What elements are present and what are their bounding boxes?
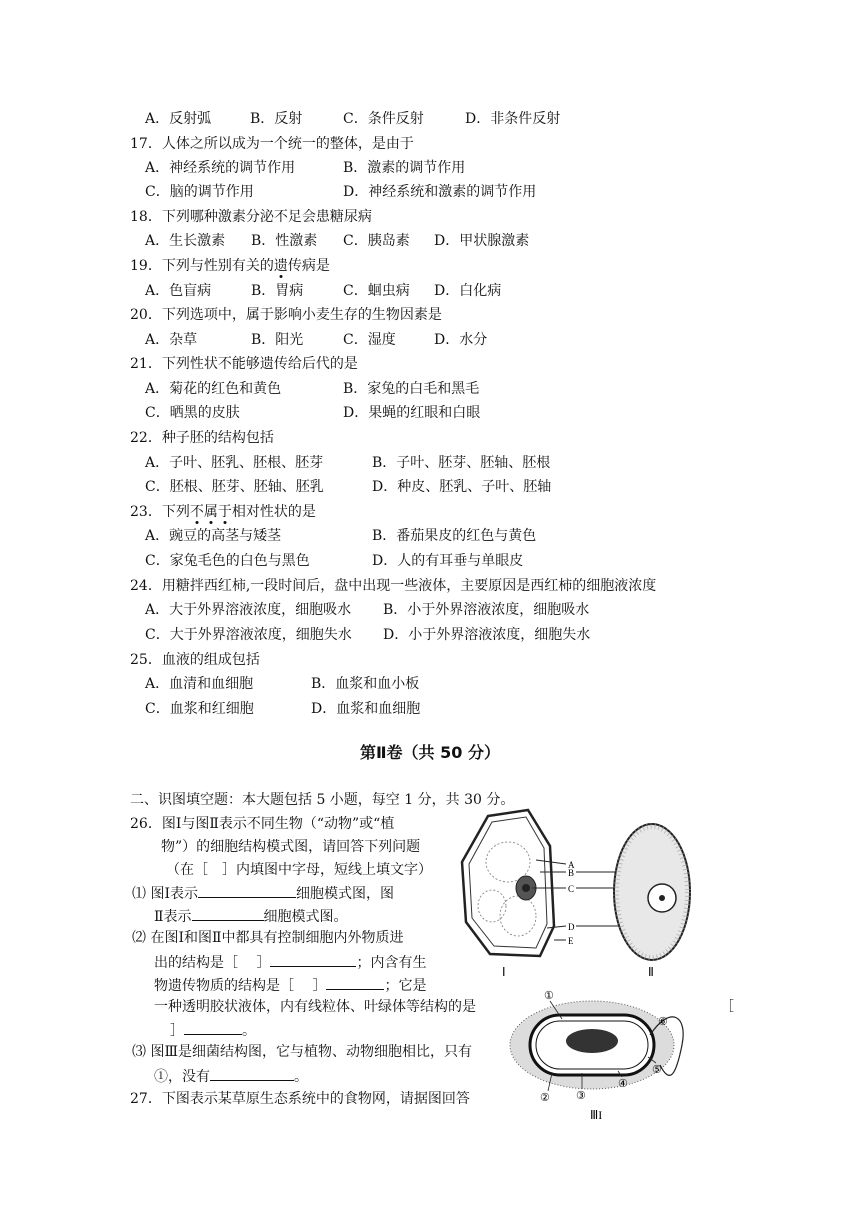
section-2-title: 第Ⅱ卷（共 50 分） <box>360 743 500 762</box>
q16-option-b: B．反射 <box>250 111 303 127</box>
q25-stem: 25．血液的组成包括 <box>130 652 260 668</box>
q26-part2-line3: 物遗传物质的结构是［ ］ ；它是 <box>154 975 426 995</box>
q22-option-c: C．胚根、胚芽、胚轴、胚乳 <box>145 479 324 495</box>
q21-option-a: A．菊花的红色和黄色 <box>145 381 282 397</box>
q26-part2-line4: 一种透明胶状液体，内有线粒体、叶绿体等结构的是 <box>154 999 476 1015</box>
bacteria-diagram <box>500 985 700 1125</box>
answer-blank-bacteria[interactable] <box>210 1066 294 1081</box>
answer-blank-membrane[interactable] <box>270 952 356 967</box>
q23-option-a: A．豌豆的高茎与矮茎 <box>145 528 282 544</box>
q26-part2-line2: 出的结构是［ ］ ；内含有生 <box>154 952 426 972</box>
q18-option-a: A．生长激素 <box>145 233 226 249</box>
q18-option-b: B．性激素 <box>251 233 318 249</box>
q24-stem: 24．用糖拌西红柿,一段时间后，盘中出现一些液体，主要原因是西红柿的细胞液浓度 <box>130 578 657 594</box>
q22-option-b: B．子叶、胚芽、胚轴、胚根 <box>372 455 551 471</box>
q26-part1-line2: Ⅱ表示 细胞模式图。 <box>154 906 348 926</box>
q22-option-a: A．子叶、胚乳、胚根、胚芽 <box>145 455 324 471</box>
q26-part3-line1: ⑶ 图Ⅲ是细菌结构图，它与植物、动物细胞相比，只有 <box>132 1044 472 1060</box>
figure-3-caption: ⅢI <box>590 1108 603 1122</box>
q17-stem: 17．人体之所以成为一个统一的整体，是由于 <box>130 136 414 152</box>
q18-option-d: D．甲状腺激素 <box>434 233 530 249</box>
q19-option-d: D．白化病 <box>434 283 502 299</box>
bacteria-label-5: ⑤ <box>652 1064 662 1076</box>
q26-stem-line1: 26．图Ⅰ与图Ⅱ表示不同生物（“动物”或“植 <box>130 816 395 832</box>
bacteria-label-3: ③ <box>576 1090 586 1102</box>
q20-option-b: B．阳光 <box>251 332 304 348</box>
q23-option-b: B．番茄果皮的红色与黄色 <box>372 528 537 544</box>
q26-part1-line1: ⑴ 图Ⅰ表示 细胞模式图，图 <box>132 883 394 903</box>
q19-option-b: B．胃病 <box>251 283 304 299</box>
q23-option-c: C．家兔毛色的白色与黑色 <box>145 553 310 569</box>
answer-blank-fig2[interactable] <box>192 906 264 921</box>
q26-part2-line5: ］ 。 <box>170 1020 256 1040</box>
q26-part3-line2: ①，没有 。 <box>154 1066 308 1086</box>
q26-part2-bracket-open: ［ <box>720 999 734 1015</box>
q24-option-c: C．大于外界溶液浓度，细胞失水 <box>145 627 352 643</box>
bacteria-label-4: ④ <box>618 1078 628 1090</box>
label-c: C <box>568 884 575 894</box>
q20-option-c: C．湿度 <box>343 332 396 348</box>
answer-blank-fig1[interactable] <box>198 883 296 898</box>
q22-option-d: D．种皮、胚乳、子叶、胚轴 <box>372 479 552 495</box>
q25-option-c: C．血浆和红细胞 <box>145 701 254 717</box>
q26-part2-line1: ⑵ 在图Ⅰ和图Ⅱ中都具有控制细胞内外物质进 <box>132 930 404 946</box>
label-a: A <box>568 860 575 870</box>
bacteria-label-6: ⑥ <box>658 1016 668 1028</box>
answer-blank-nucleus[interactable] <box>326 975 384 990</box>
cell-diagrams <box>452 806 692 986</box>
label-d: D <box>568 922 575 932</box>
figure-1-caption: Ⅰ <box>502 965 506 979</box>
q24-option-b: B．小于外界溶液浓度，细胞吸水 <box>383 602 590 618</box>
q25-option-b: B．血浆和血小板 <box>311 676 420 692</box>
q20-stem: 20．下列选项中，属于影响小麦生存的生物因素是 <box>130 307 442 323</box>
q17-option-d: D．神经系统和激素的调节作用 <box>343 184 537 200</box>
q24-option-d: D．小于外界溶液浓度，细胞失水 <box>383 627 591 643</box>
q17-option-b: B．激素的调节作用 <box>343 160 466 176</box>
q21-option-c: C．晒黑的皮肤 <box>145 405 240 421</box>
q23-option-d: D．人的有耳垂与单眼皮 <box>372 553 524 569</box>
label-b: B <box>568 868 575 878</box>
q23-stem: 23．下列不属于相对性状的是 <box>130 504 316 520</box>
q21-option-d: D．果蝇的红眼和白眼 <box>343 405 481 421</box>
q21-stem: 21．下列性状不能够遗传给后代的是 <box>130 356 358 372</box>
q25-option-a: A．血清和血细胞 <box>145 676 254 692</box>
q26-stem-line2: 物”）的细胞结构模式图，请回答下列问题 <box>161 839 421 855</box>
answer-blank-cytoplasm[interactable] <box>184 1020 242 1035</box>
q22-stem: 22．种子胚的结构包括 <box>130 430 274 446</box>
q17-option-c: C．脑的调节作用 <box>145 184 254 200</box>
q16-option-d: D．非条件反射 <box>465 111 561 127</box>
q19-option-c: C．蛔虫病 <box>343 283 410 299</box>
q19-stem: 19．下列与性别有关的遗传病是 <box>130 258 330 274</box>
q18-option-c: C．胰岛素 <box>343 233 410 249</box>
bacteria-label-2: ② <box>540 1092 550 1104</box>
q19-option-a: A．色盲病 <box>145 283 212 299</box>
q26-stem-line3: （在［ ］内填图中字母，短线上填文字） <box>166 862 432 878</box>
q18-stem: 18．下列哪种激素分泌不足会患糖尿病 <box>130 209 372 225</box>
bacteria-label-1: ① <box>544 990 554 1002</box>
q20-option-a: A．杂草 <box>145 332 198 348</box>
figure-2-caption: Ⅱ <box>648 965 654 979</box>
label-e: E <box>568 936 574 946</box>
q17-option-a: A．神经系统的调节作用 <box>145 160 296 176</box>
q16-option-c: C．条件反射 <box>343 111 424 127</box>
q16-option-a: A．反射弧 <box>145 111 212 127</box>
q20-option-d: D．水分 <box>434 332 488 348</box>
q27-stem: 27．下图表示某草原生态系统中的食物网，请据图回答 <box>130 1091 470 1107</box>
animal-cell-diagram <box>614 824 690 960</box>
q25-option-d: D．血浆和血细胞 <box>311 701 421 717</box>
q24-option-a: A．大于外界溶液浓度，细胞吸水 <box>145 602 352 618</box>
q21-option-b: B．家兔的白毛和黑毛 <box>343 381 480 397</box>
part2-intro: 二、识图填空题：本大题包括 5 小题，每空 1 分，共 30 分。 <box>130 792 515 808</box>
